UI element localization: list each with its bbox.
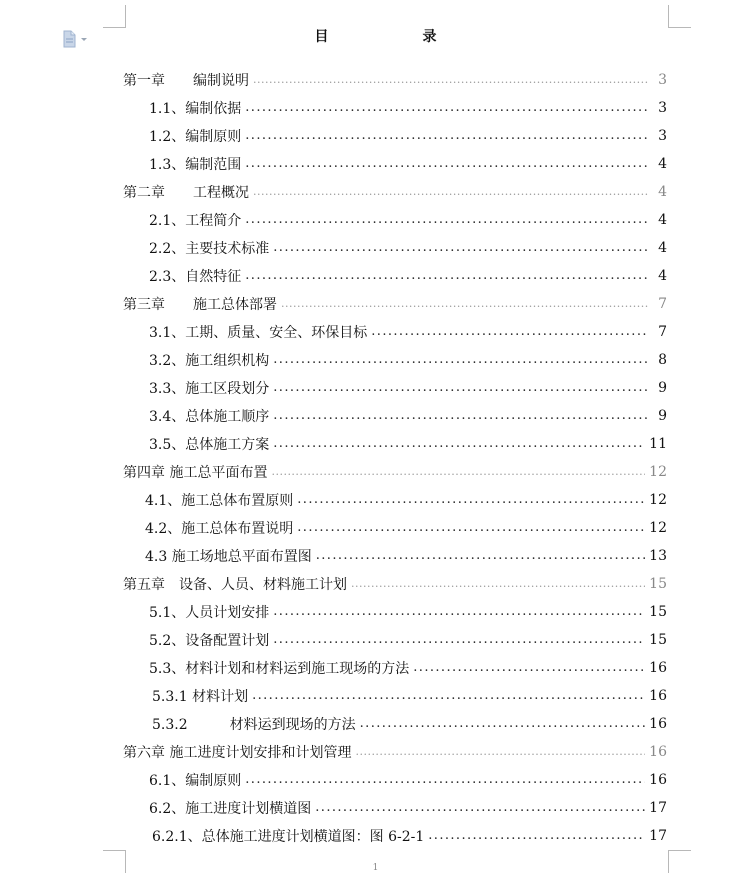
toc-section-entry[interactable] [149, 794, 667, 822]
toc-section-entry[interactable] [149, 654, 667, 682]
toc-entry-label: 2.3、自然特征 [149, 269, 242, 285]
page-number: 1 [372, 863, 379, 873]
toc-section-entry[interactable] [149, 150, 667, 178]
toc-dot-leader [428, 822, 645, 850]
toc-dot-leader [273, 598, 645, 626]
toc-entry-page-number: 4 [658, 156, 667, 172]
toc-entry-page-number: 4 [658, 212, 667, 228]
toc-dot-leader [245, 94, 649, 122]
toc-entry-page-number: 3 [658, 72, 667, 88]
toc-dot-leader [355, 738, 645, 766]
toc-dot-leader [297, 486, 645, 514]
toc-dot-leader [245, 206, 649, 234]
toc-entry-label: 5.3、材料计划和材料运到施工现场的方法 [149, 661, 410, 677]
toc-entry-label: 5.1、人员计划安排 [149, 605, 270, 621]
toc-entry-page-number: 3 [658, 100, 667, 116]
toc-dot-leader [271, 458, 645, 486]
toc-section-entry[interactable] [149, 430, 667, 458]
toc-entry-label: 2.2、主要技术标准 [149, 241, 270, 257]
toc-entry-page-number: 9 [658, 380, 667, 396]
toc-entry-label: 第五章 设备、人员、材料施工计划 [123, 577, 347, 593]
toc-entry-page-number: 15 [649, 604, 667, 620]
toc-section-entry[interactable] [149, 766, 667, 794]
toc-entry-label: 5.3.2 材料运到现场的方法 [152, 717, 356, 733]
toc-chapter-entry[interactable] [123, 738, 667, 766]
toc-dot-leader [273, 430, 645, 458]
toc-entry-label: 第三章 施工总体部署 [123, 297, 277, 313]
toc-entry-page-number: 16 [649, 660, 667, 676]
toc-entry-page-number: 16 [649, 716, 667, 732]
toc-dot-leader [273, 626, 645, 654]
toc-section-entry[interactable] [145, 514, 667, 542]
toc-section-entry[interactable] [149, 402, 667, 430]
toc-section-entry[interactable] [149, 318, 667, 346]
toc-section-entry[interactable] [149, 346, 667, 374]
toc-entry-label: 3.3、施工区段划分 [149, 381, 270, 397]
toc-dot-leader [316, 542, 645, 570]
toc-entry-label: 1.2、编制原则 [149, 129, 242, 145]
toc-dot-leader [273, 234, 649, 262]
toc-section-entry[interactable] [149, 206, 667, 234]
toc-entry-label: 5.3.1 材料计划 [152, 689, 249, 705]
toc-section-entry[interactable] [149, 122, 667, 150]
toc-entry-page-number: 4 [658, 240, 667, 256]
toc-entry-label: 3.2、施工组织机构 [149, 353, 270, 369]
toc-entry-label: 第六章 施工进度计划安排和计划管理 [123, 745, 352, 761]
toc-entry-page-number: 15 [649, 632, 667, 648]
toc-entry-label: 2.1、工程简介 [149, 213, 242, 229]
toc-dot-leader [245, 122, 649, 150]
toc-entry-label: 6.1、编制原则 [149, 773, 242, 789]
toc-entry-label: 4.2、施工总体布置说明 [145, 521, 294, 537]
toc-entry-page-number: 12 [649, 464, 667, 480]
toc-dot-leader [245, 766, 645, 794]
toc-dot-leader [245, 262, 649, 290]
toc-title: 目 录 [314, 29, 477, 45]
toc-entry-page-number: 15 [649, 576, 667, 592]
toc-chapter-entry[interactable] [123, 458, 667, 486]
toc-section-entry[interactable] [152, 822, 667, 850]
toc-entry-page-number: 17 [649, 828, 667, 844]
toc-entry-label: 5.2、设备配置计划 [149, 633, 270, 649]
toc-entry-label: 第一章 编制说明 [123, 73, 249, 89]
toc-entry-page-number: 7 [658, 296, 667, 312]
toc-section-entry[interactable] [152, 682, 667, 710]
toc-dot-leader [273, 402, 649, 430]
toc-entry-label: 6.2、施工进度计划横道图 [149, 801, 312, 817]
toc-section-entry[interactable] [145, 486, 667, 514]
toc-dot-leader [273, 346, 649, 374]
toc-section-entry[interactable] [149, 374, 667, 402]
toc-entry-page-number: 4 [658, 184, 667, 200]
margin-corner-top-right [668, 5, 691, 28]
toc-dot-leader [413, 654, 645, 682]
toc-entry-label: 3.4、总体施工顺序 [149, 409, 270, 425]
margin-corner-top-left [103, 5, 126, 28]
toc-entry-page-number: 8 [658, 352, 667, 368]
toc-chapter-entry[interactable] [123, 178, 667, 206]
toc-entry-label: 6.2.1、总体施工进度计划横道图：图 6-2-1 [152, 829, 425, 845]
toc-section-entry[interactable] [149, 234, 667, 262]
toc-entry-page-number: 12 [649, 520, 667, 536]
toc-entry-page-number: 4 [658, 268, 667, 284]
toc-dot-leader [273, 374, 649, 402]
toc-entry-label: 第二章 工程概况 [123, 185, 249, 201]
toc-dot-leader [315, 794, 645, 822]
toc-dot-leader [371, 318, 649, 346]
toc-chapter-entry[interactable] [123, 66, 667, 94]
toc-entry-page-number: 16 [649, 772, 667, 788]
toc-section-entry[interactable] [149, 262, 667, 290]
toc-entry-label: 1.1、编制依据 [149, 101, 242, 117]
toc-dot-leader [245, 150, 649, 178]
toc-entry-label: 4.1、施工总体布置原则 [145, 493, 294, 509]
toc-section-entry[interactable] [145, 542, 667, 570]
toc-dot-leader [360, 710, 646, 738]
toc-entry-page-number: 12 [649, 492, 667, 508]
toc-section-entry[interactable] [149, 626, 667, 654]
toc-dot-leader [297, 514, 645, 542]
toc-entry-page-number: 11 [649, 436, 667, 452]
toc-entry-label: 3.5、总体施工方案 [149, 437, 270, 453]
toc-entry-label: 第四章 施工总平面布置 [123, 465, 268, 481]
toc-dot-leader [253, 66, 649, 94]
toc-entry-page-number: 16 [649, 688, 667, 704]
toc-entry-page-number: 16 [649, 744, 667, 760]
toc-entry-label: 4.3 施工场地总平面布置图 [145, 549, 312, 565]
toc-entry-label: 1.3、编制范围 [149, 157, 242, 173]
toc-entry-page-number: 7 [658, 324, 667, 340]
toc-entry-label: 3.1、工期、质量、安全、环保目标 [149, 325, 368, 341]
toc-dot-leader [281, 290, 649, 318]
toc-section-entry[interactable] [152, 710, 667, 738]
toc-entry-page-number: 13 [649, 548, 667, 564]
toc-section-entry[interactable] [149, 94, 667, 122]
toc-dot-leader [253, 178, 649, 206]
toc-dot-leader [252, 682, 645, 710]
toc-entry-page-number: 17 [649, 800, 667, 816]
toc-section-entry[interactable] [149, 598, 667, 626]
toc-chapter-entry[interactable] [123, 570, 667, 598]
toc-chapter-entry[interactable] [123, 290, 667, 318]
toc-entry-page-number: 9 [658, 408, 667, 424]
toc-entry-page-number: 3 [658, 128, 667, 144]
toc-dot-leader [351, 570, 645, 598]
